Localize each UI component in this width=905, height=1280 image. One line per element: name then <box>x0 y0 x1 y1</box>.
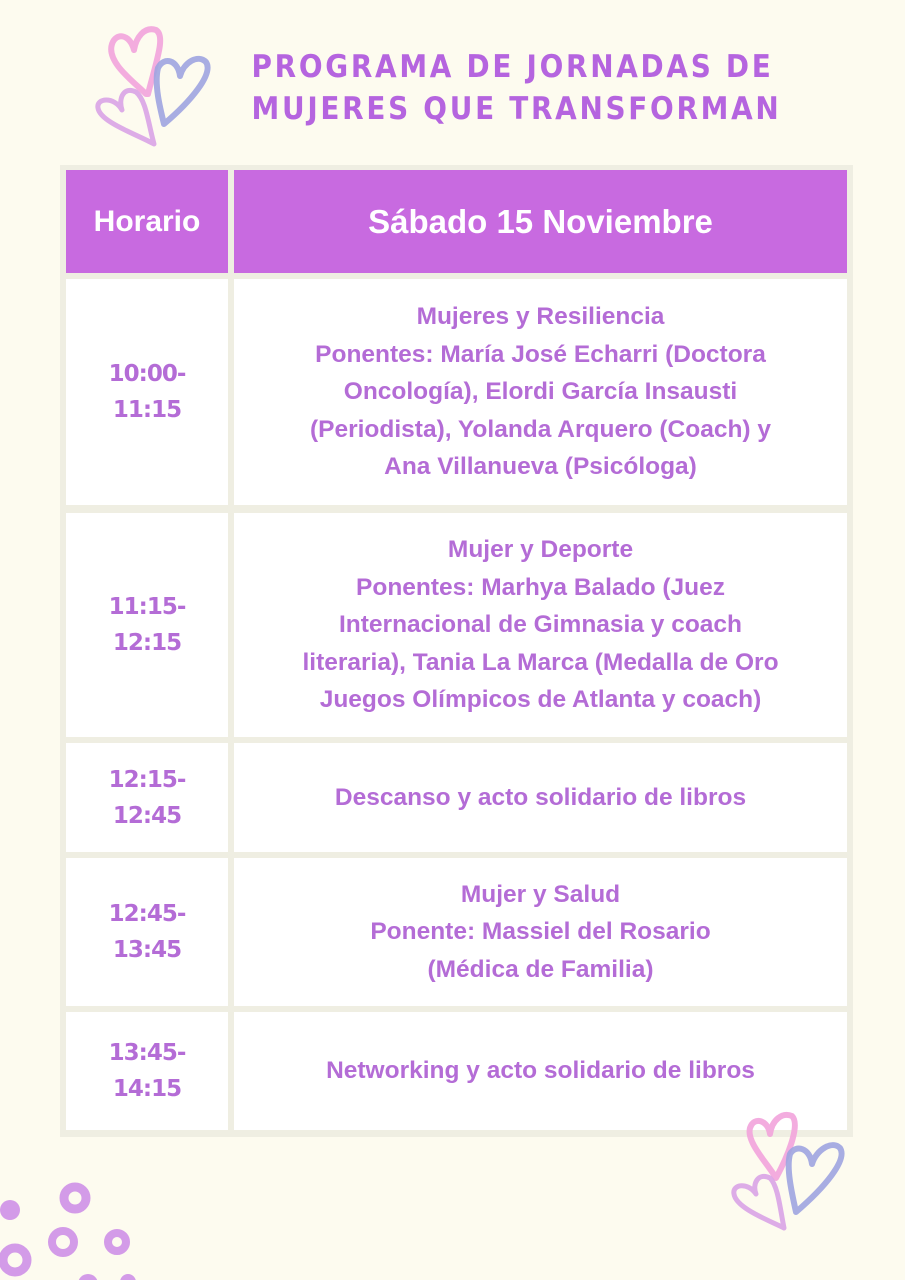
title-line-1: PROGRAMA DE JORNADAS DE <box>251 49 774 85</box>
table-row-3-time <box>66 743 228 852</box>
session-title: Mujer y Salud <box>460 880 621 908</box>
header-day-label: Sábado 15 Noviembre <box>368 202 713 240</box>
schedule-table <box>60 165 853 1137</box>
header-time-label: Horario <box>93 204 201 238</box>
time-end: 13:45 <box>112 937 182 963</box>
time-start: 12:15- <box>108 766 186 793</box>
session-line: Ponente: Massiel del Rosario <box>370 918 711 946</box>
session-line: Ponentes: Marhya Balado (Juez <box>356 573 725 601</box>
session-line: Oncología), Elordi García Insausti <box>343 378 738 406</box>
session-line: (Periodista), Yolanda Arquero (Coach) y <box>309 415 772 443</box>
time-end: 11:15 <box>112 397 182 423</box>
time-start: 11:15- <box>108 594 186 620</box>
session-title: Mujer y Deporte <box>447 536 634 564</box>
table-row-2-session <box>234 513 847 737</box>
table-row-1-time <box>66 279 228 505</box>
session-title: Mujeres y Resiliencia <box>416 303 665 331</box>
page-title <box>251 46 782 130</box>
time-start: 12:45- <box>108 901 186 927</box>
dots-pattern <box>0 1180 200 1280</box>
time-start: 10:00- <box>108 361 186 387</box>
table-row-4-time <box>66 858 228 1006</box>
time-start: 13:45- <box>108 1040 186 1066</box>
hearts-icon <box>728 1108 858 1232</box>
table-row-5-time <box>66 1012 228 1130</box>
time-end: 14:15 <box>112 1076 182 1102</box>
session-line: (Médica de Familia) <box>427 955 654 983</box>
session-line: Ponentes: María José Echarri (Doctora <box>315 340 766 368</box>
time-end: 12:45 <box>112 802 182 829</box>
table-row-2-time <box>66 513 228 737</box>
time-end: 12:15 <box>112 630 182 656</box>
session-title: Networking y acto solidario de libros <box>326 1057 755 1085</box>
session-line: Juegos Olímpicos de Atlanta y coach) <box>319 686 762 714</box>
table-row-3-session <box>234 743 847 852</box>
session-line: Ana Villanueva (Psicóloga) <box>384 453 697 481</box>
session-line: Internacional de Gimnasia y coach <box>338 611 743 639</box>
hearts-icon <box>86 22 220 150</box>
table-row-1-session <box>234 279 847 505</box>
header-time <box>66 170 228 273</box>
session-line: literaria), Tania La Marca (Medalla de Oro <box>302 648 779 676</box>
header-day <box>234 170 847 273</box>
title-line-2: MUJERES QUE TRANSFORMAN <box>251 91 782 127</box>
table-row-4-session <box>234 858 847 1006</box>
session-title: Descanso y acto solidario de libros <box>334 783 747 811</box>
